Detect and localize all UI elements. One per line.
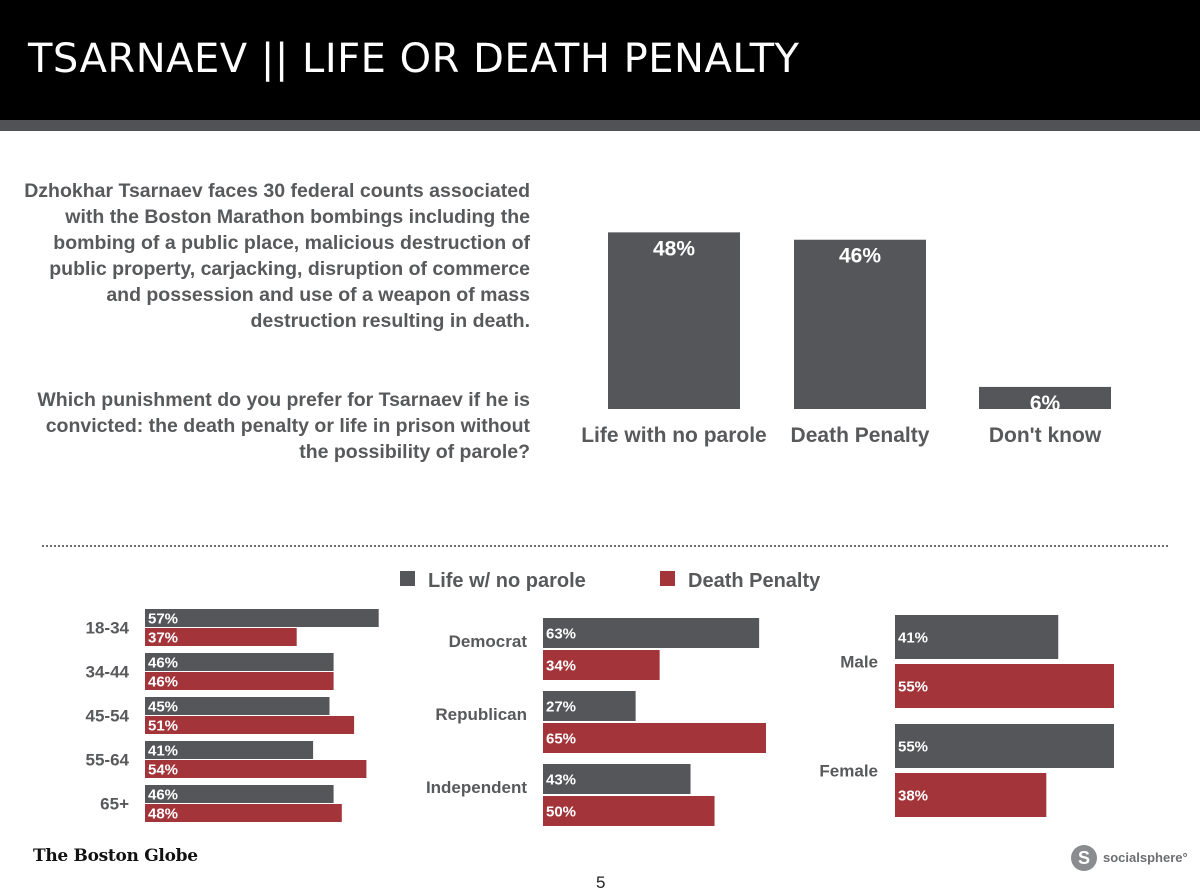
breakdown-category-label: 18-34: [85, 618, 129, 638]
breakdown-value-life: 41%: [148, 742, 179, 760]
breakdown-bar-death: [145, 760, 366, 778]
breakdown-category-label: 65+: [100, 794, 129, 814]
breakdown-category-label: Republican: [435, 705, 527, 725]
breakdown-value-death: 37%: [148, 629, 179, 647]
breakdown-value-life: 46%: [148, 654, 179, 672]
breakdown-category-label: Independent: [425, 778, 527, 798]
breakdown-value-life: 43%: [546, 771, 577, 789]
legend-swatch-death: [660, 571, 675, 586]
overall-bar-value: 48%: [652, 237, 696, 261]
breakdown-value-life: 41%: [898, 629, 929, 647]
page-title: TSARNAEV || LIFE OR DEATH PENALTY: [28, 36, 800, 82]
breakdown-value-death: 55%: [898, 678, 929, 696]
socialsphere-wordmark: socialsphere°: [1103, 850, 1188, 865]
overall-category-label: Don't know: [988, 424, 1102, 447]
breakdown-bar-life: [145, 609, 379, 627]
legend-label-life: Life w/ no parole: [428, 570, 586, 592]
section-divider: [42, 545, 1168, 547]
breakdown-value-death: 34%: [546, 657, 577, 675]
survey-question: Which punishment do you prefer for Tsarnaev if he is convicted: the death penalty or life in prison without the possibility of parole?: [37, 389, 530, 463]
breakdown-category-label: 45-54: [85, 706, 129, 726]
breakdown-value-death: 38%: [898, 787, 929, 805]
breakdown-value-life: 63%: [546, 625, 577, 643]
breakdown-value-death: 51%: [148, 717, 179, 735]
breakdown-value-life: 55%: [898, 738, 929, 756]
breakdown-value-death: 46%: [148, 673, 179, 691]
boston-globe-logo: The Boston Globe: [33, 846, 198, 866]
overall-bar-value: 6%: [1029, 391, 1061, 415]
breakdown-bar-death: [543, 723, 766, 753]
breakdown-value-life: 46%: [148, 786, 179, 804]
overall-category-label: Death Penalty: [790, 424, 930, 447]
breakdown-value-death: 54%: [148, 761, 179, 779]
page-number: 5: [596, 873, 606, 892]
overall-bar-value: 46%: [838, 244, 882, 268]
survey-description: Dzhokhar Tsarnaev faces 30 federal counts associated with the Boston Marathon bombings including the bombing of a public place, malicious destruction of public property, carjacking, disruption of commerce and possession and use of a weapon of mass destruction resulting in death.: [24, 180, 530, 332]
breakdown-value-death: 48%: [148, 805, 179, 823]
breakdown-category-label: Male: [840, 652, 878, 672]
breakdown-value-life: 27%: [546, 698, 577, 716]
legend-label-death: Death Penalty: [688, 570, 821, 592]
overall-category-label: Life with no parole: [581, 424, 767, 447]
socialsphere-icon: S: [1071, 845, 1097, 871]
legend-swatch-life: [400, 571, 415, 586]
breakdown-value-life: 57%: [148, 610, 179, 628]
breakdown-category-label: Democrat: [448, 632, 527, 652]
breakdown-category-label: Female: [819, 761, 878, 781]
breakdown-value-death: 50%: [546, 803, 577, 821]
breakdown-category-label: 34-44: [85, 662, 129, 682]
breakdown-category-label: 55-64: [85, 750, 129, 770]
breakdown-value-life: 45%: [148, 698, 179, 716]
breakdown-value-death: 65%: [546, 730, 577, 748]
